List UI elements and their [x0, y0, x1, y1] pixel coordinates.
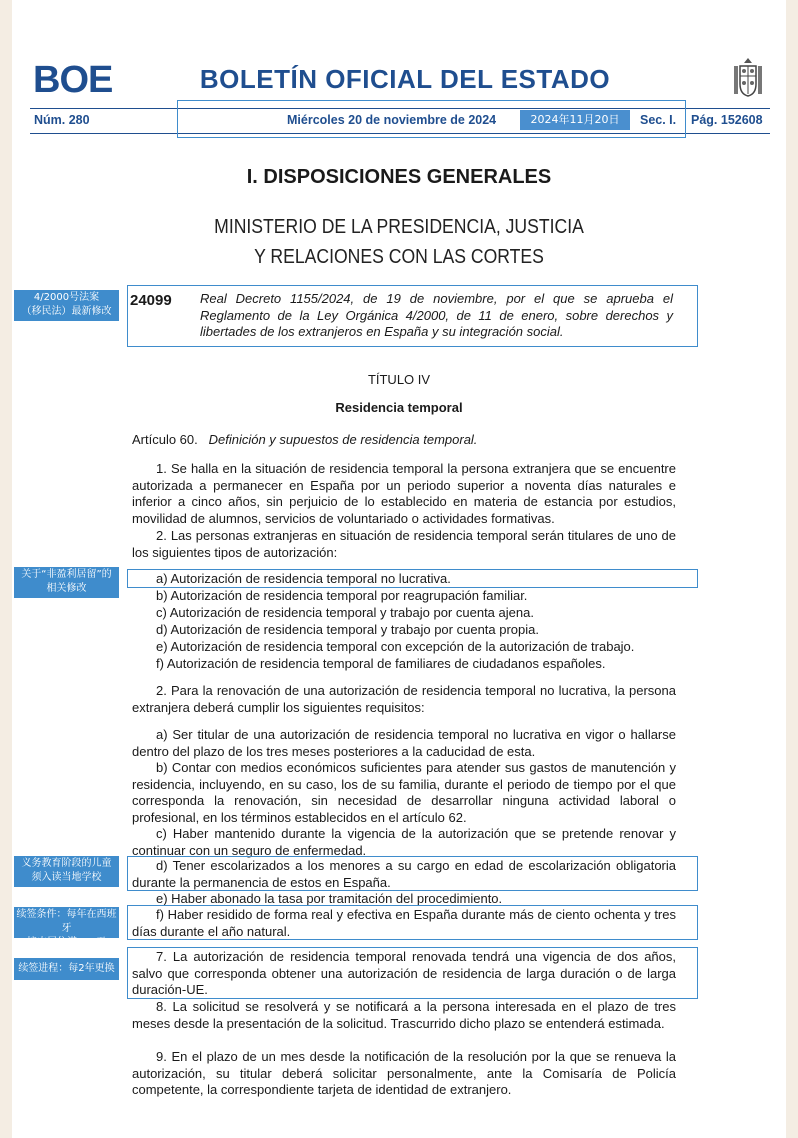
annotation-line: 相关修改 [46, 583, 87, 594]
issue-number: Núm. 280 [34, 113, 90, 127]
requirement-f: f) Haber residido de forma real y efectiva en España durante más de ciento ochenta y tres días durante el año natural. [132, 907, 676, 939]
paragraph-renewal-intro: 2. Para la renovación de una autorización de residencia temporal no lucrativa, la persona extranjera deberá cumplir los siguientes requisitos: [132, 683, 676, 715]
ministry-line-2: Y RELACIONES CON LAS CORTES [254, 246, 544, 268]
annotation-line: 义务教育阶段的儿童 [21, 858, 112, 869]
date-highlight-box [177, 100, 686, 138]
page-number: Pág. 152608 [691, 113, 763, 127]
paragraph-7: 7. La autorización de residencia temporal renovada tendrá una vigencia de dos años, salvo que corresponda obtener una autorización de residencia de larga duración o de larga duración-UE. [132, 949, 676, 998]
list-item-c: c) Autorización de residencia temporal y trabajo por cuenta ajena. [156, 605, 534, 620]
article-title: Definición y supuestos de residencia temporal. [208, 432, 478, 447]
article-number: Artículo 60. [132, 432, 198, 447]
paragraph-8: 8. La solicitud se resolverá y se notificará a la persona interesada en el plazo de tres meses desde la presentación de la solicitud. Trascurrido dicho plazo se entenderá estimada. [132, 999, 676, 1031]
annotation-line: 境内居住满183天 [26, 937, 107, 948]
requirement-a: a) Ser titular de una autorización de residencia temporal no lucrativa en vigor o hallarse dentro del plazo de los tres meses posteriores a la caducidad de esta. [132, 727, 676, 759]
requirement-b: b) Contar con medios económicos suficientes para atender sus gastos de manutención y residencia, incluyendo, en su caso, los de su familia, durante el periodo de tiempo por el que corresponda la renovación, sin necesidad de desarrollar ninguna actividad laboral o profesional, en los términos establecidos en el artículo 62. [132, 760, 676, 825]
decree-title: Real Decreto 1155/2024, de 19 de noviembre, por el que se aprueba el Reglamento de la Ley Orgánica 4/2000, de 11 de enero, sobre derechos y libertades de los extranjeros en España y su integración social. [200, 291, 673, 340]
decree-number: 24099 [130, 292, 172, 309]
annotation-ley-4-2000 [14, 290, 119, 321]
list-item-d: d) Autorización de residencia temporal y trabajo por cuenta propia. [156, 622, 539, 637]
annotation-line: 4/2000号法案 [33, 292, 100, 303]
boe-logo: BOE [33, 59, 113, 101]
date-chinese-badge: 2024年11月20日 [520, 110, 630, 130]
annotation-line: （移民法）最新修改 [21, 306, 112, 317]
section-code: Sec. I. [640, 113, 677, 127]
list-item-e: e) Autorización de residencia temporal con excepción de la autorización de trabajo. [156, 639, 635, 654]
coat-of-arms-icon [728, 56, 768, 100]
paragraph-9: 9. En el plazo de un mes desde la notificación de la resolución por la que se renueva la autorización, su titular deberá solicitar personalmente, ante la Comisaría de Policía competente, la correspondiente tarjeta de identidad de extranjero. [132, 1049, 676, 1098]
publication-title: BOLETÍN OFICIAL DEL ESTADO [199, 64, 611, 94]
annotation-escolarizacion [14, 856, 119, 887]
ministry-line-1: MINISTERIO DE LA PRESIDENCIA, JUSTICIA [214, 216, 584, 238]
annotation-183-dias [14, 907, 119, 948]
annotation-line: 关于“非盈利居留”的 [21, 569, 112, 580]
annotation-vigencia: 续签进程：每2年更换 [14, 958, 119, 980]
annotation-line: 续签条件：每年在西班牙 [16, 909, 117, 934]
section-title: I. DISPOSICIONES GENERALES [246, 166, 552, 188]
list-item-b: b) Autorización de residencia temporal por reagrupación familiar. [156, 588, 528, 603]
annotation-line: 须入读当地学校 [31, 872, 102, 883]
paragraph-1: 1. Se halla en la situación de residencia temporal la persona extranjera que se encuentre autorizada a permanecer en España por un periodo superior a noventa días naturales e inferior a cinco años, sin perjuicio de lo establecido en materia de estancia por estudios, movilidad de alumnos, servicios de voluntariado o actividades formativas. [132, 461, 676, 526]
titulo-subheading: Residencia temporal [335, 400, 463, 415]
paragraph-2: 2. Las personas extranjeras en situación de residencia temporal serán titulares de uno de los siguientes tipos de autorización: [132, 528, 676, 560]
article-heading [132, 432, 477, 447]
list-item-a: a) Autorización de residencia temporal no lucrativa. [156, 571, 451, 586]
list-item-f: f) Autorización de residencia temporal de familiares de ciudadanos españoles. [156, 656, 606, 671]
titulo-heading: TÍTULO IV [367, 372, 431, 387]
requirement-c: c) Haber mantenido durante la vigencia de la autorización que se pretende renovar y continuar con un seguro de enfermedad. [132, 826, 676, 858]
requirement-d: d) Tener escolarizados a los menores a su cargo en edad de escolarización obligatoria durante la permanencia de estos en España. [132, 858, 676, 890]
annotation-no-lucrativa [14, 567, 119, 598]
requirement-e: e) Haber abonado la tasa por tramitación del procedimiento. [156, 891, 503, 906]
issue-date: Miércoles 20 de noviembre de 2024 [287, 113, 497, 127]
